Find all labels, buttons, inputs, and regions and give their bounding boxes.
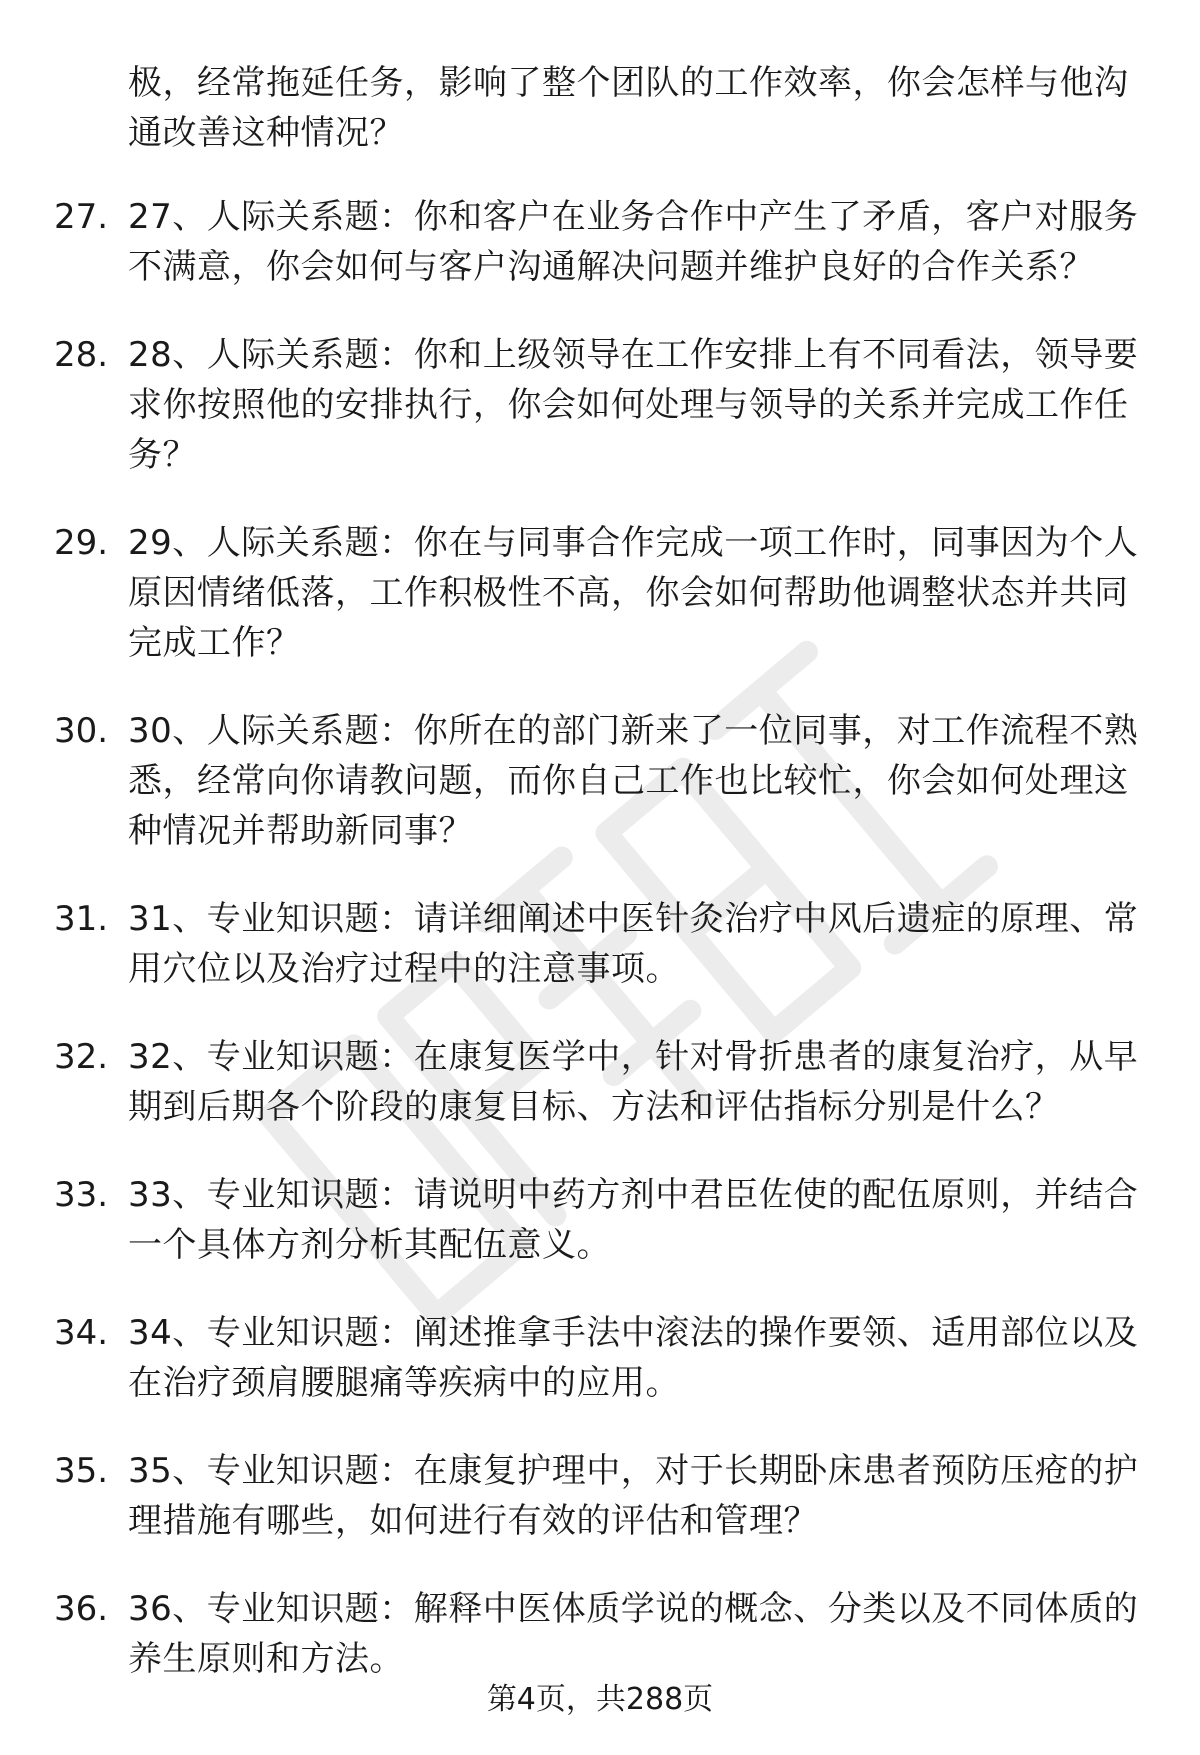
question-text: 36、专业知识题：解释中医体质学说的概念、分类以及不同体质的养生原则和方法。 [128,1589,1139,1679]
question-number: 32. [54,1037,109,1077]
question-number: 27. [54,197,109,237]
question-item [0,1446,1200,1546]
question-text: 32、专业知识题：在康复医学中，针对骨折患者的康复治疗，从早期到后期各个阶段的康复目标、方法和评估指标分别是什么？ [128,1037,1139,1127]
question-item [0,1170,1200,1270]
question-text: 35、专业知识题：在康复护理中，对于长期卧床患者预防压疮的护理措施有哪些，如何进行有效的评估和管理？ [128,1451,1139,1541]
question-number: 29. [54,523,109,563]
question-item [0,1308,1200,1408]
page-footer: 第4页，共288页 [486,1682,714,1717]
continued-question-text: 极，经常拖延任务，影响了整个团队的工作效率，你会怎样与他沟通改善这种情况？ [128,63,1129,153]
question-item [0,894,1200,994]
question-item [0,1032,1200,1132]
question-number: 36. [54,1589,109,1629]
question-text: 30、人际关系题：你所在的部门新来了一位同事，对工作流程不熟悉，经常向你请教问题，而你自己工作也比较忙，你会如何处理这种情况并帮助新同事？ [128,711,1139,851]
question-text: 28、人际关系题：你和上级领导在工作安排上有不同看法，领导要求你按照他的安排执行，你会如何处理与领导的关系并完成工作任务？ [128,335,1139,475]
question-text: 34、专业知识题：阐述推拿手法中滚法的操作要领、适用部位以及在治疗颈肩腰腿痛等疾病中的应用。 [128,1313,1139,1403]
question-item [0,330,1200,480]
question-number: 35. [54,1451,109,1491]
question-number: 30. [54,711,109,751]
question-text: 29、人际关系题：你在与同事合作完成一项工作时，同事因为个人原因情绪低落，工作积极性不高，你会如何帮助他调整状态并共同完成工作？ [128,523,1139,663]
question-text: 33、专业知识题：请说明中药方剂中君臣佐使的配伍原则，并结合一个具体方剂分析其配伍意义。 [128,1175,1139,1265]
question-text: 27、人际关系题：你和客户在业务合作中产生了矛盾，客户对服务不满意，你会如何与客户沟通解决问题并维护良好的合作关系？ [128,197,1139,287]
question-item [0,192,1200,292]
question-item [0,518,1200,668]
question-number: 31. [54,899,109,939]
question-item [0,706,1200,856]
question-item [0,1584,1200,1684]
question-text: 31、专业知识题：请详细阐述中医针灸治疗中风后遗症的原理、常用穴位以及治疗过程中的注意事项。 [128,899,1139,989]
question-number: 34. [54,1313,109,1353]
question-list [0,192,1200,1722]
question-number: 33. [54,1175,109,1215]
question-number: 28. [54,335,109,375]
